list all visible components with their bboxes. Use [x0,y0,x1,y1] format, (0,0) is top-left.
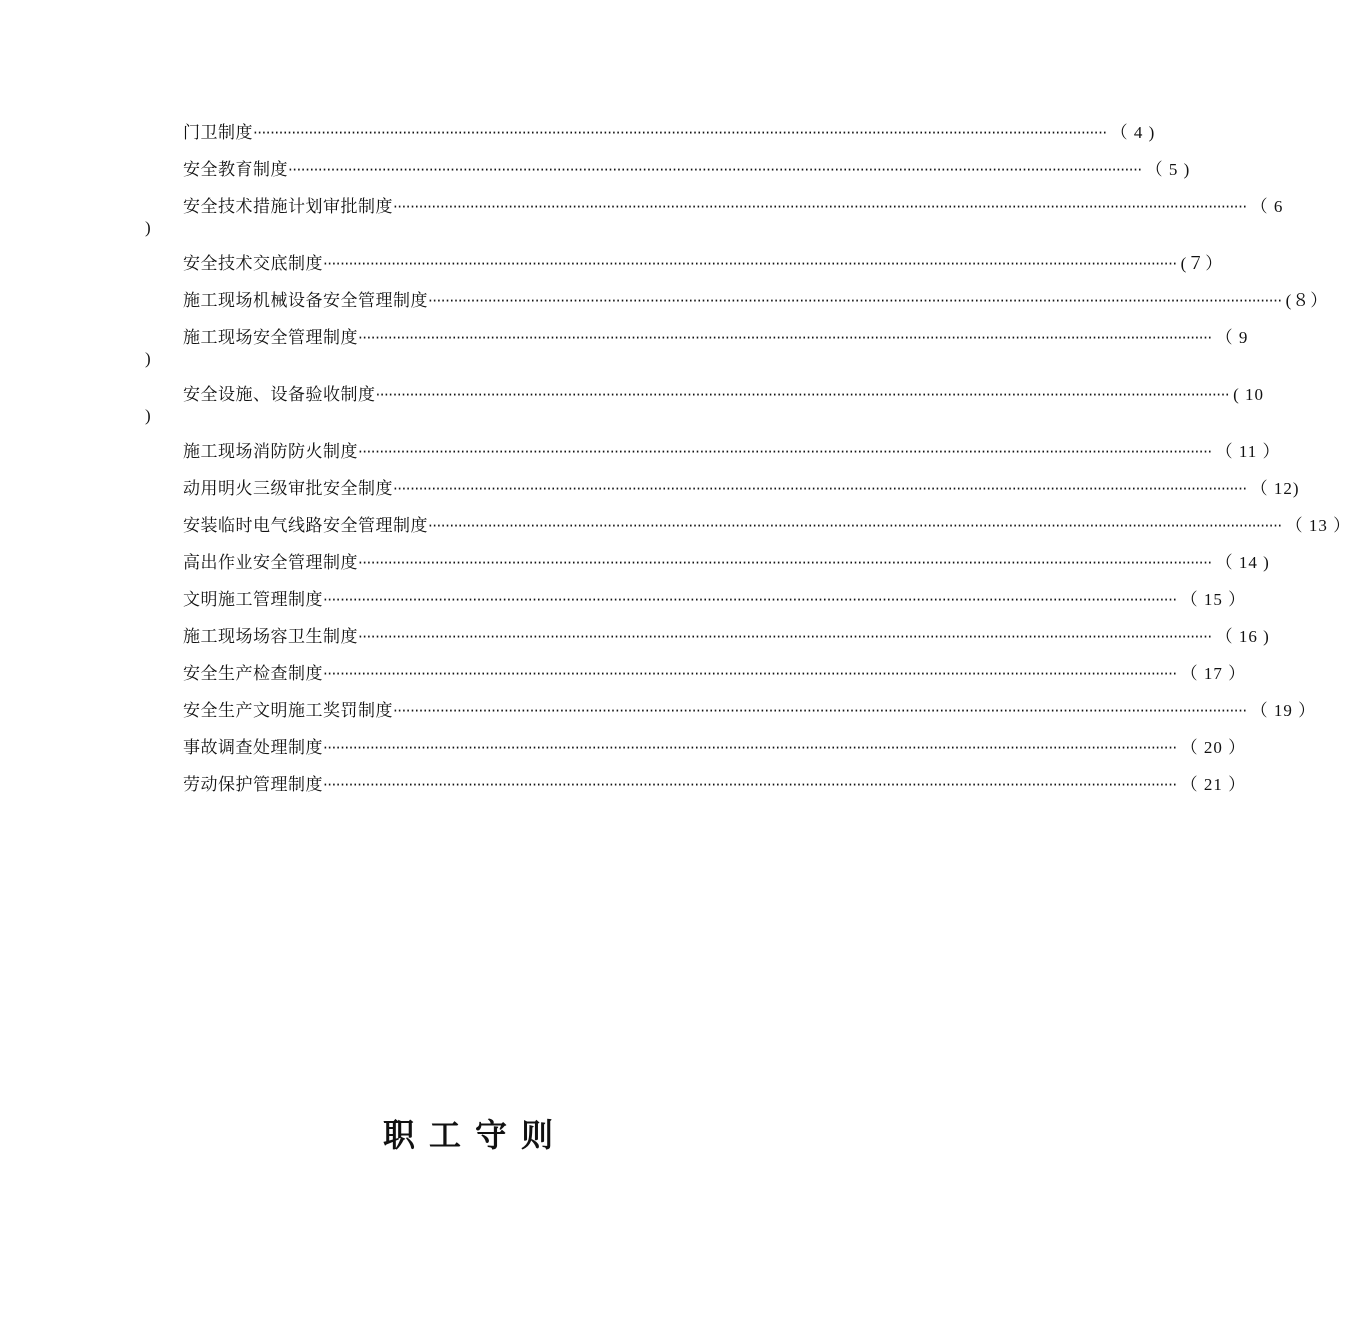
toc-entry [145,626,1270,648]
toc-entry-label: 安全教育制度 [183,160,288,180]
toc-entry [145,122,1156,144]
toc-page-number: （ 21 ） [1180,775,1247,794]
toc-entry-label: 安全技术交底制度 [183,254,323,274]
toc-leader-dots: ········································································································································································································ [393,702,1247,720]
toc-leader-dots: ········································································································································································································ [393,480,1247,498]
toc-entry-label: 安全生产文明施工奖罚制度 [183,701,393,721]
toc-entry-label: 施工现场机械设备安全管理制度 [183,291,428,311]
toc-wrap-text: ) [145,406,151,425]
toc-entry [145,253,1224,275]
toc-entry-label: 门卫制度 [183,123,253,143]
toc-leader-dots: ········································································································································································································ [358,628,1212,646]
toc-leader-dots: ········································································································································································································ [358,329,1212,347]
toc-page-number: （ 13 ） [1285,516,1351,535]
toc-entry-label: 高出作业安全管理制度 [183,553,358,573]
toc-page-number: ( 10 [1233,385,1265,404]
toc-leader-dots: ········································································································································································································ [358,554,1212,572]
table-of-contents [145,122,1351,811]
toc-leader-dots: ········································································································································································································ [375,386,1230,404]
toc-page-number: （ 4 ) [1110,123,1156,142]
toc-page-number: （ 11 ） [1215,442,1281,461]
toc-entry [145,384,1265,426]
toc-entry [145,700,1317,722]
toc-entry-label: 施工现场安全管理制度 [183,328,358,348]
toc-entry-label: 施工现场场容卫生制度 [183,627,358,647]
toc-entry [145,327,1249,369]
toc-wrap-text: ) [145,218,151,237]
toc-entry-label: 安装临时电气线路安全管理制度 [183,516,428,536]
toc-leader-dots: ········································································································································································································ [428,517,1282,535]
toc-entry-label: 劳动保护管理制度 [183,775,323,795]
toc-entry-label: 安全技术措施计划审批制度 [183,197,393,217]
toc-leader-dots: ········································································································································································································ [323,776,1177,794]
section-title: 职工守则 [382,1116,567,1154]
toc-leader-dots: ········································································································································································································ [253,124,1107,142]
toc-leader-dots: ········································································································································································································ [393,198,1247,216]
toc-entry [145,774,1247,796]
toc-leader-dots: ········································································································································································································ [288,161,1142,179]
toc-entry-label: 安全设施、设备验收制度 [183,385,376,405]
toc-leader-dots: ········································································································································································································ [428,292,1282,310]
toc-entry [145,589,1247,611]
toc-page-number: （ 15 ） [1180,590,1247,609]
toc-page-number: （ 14 ) [1215,553,1270,572]
toc-entry [145,441,1281,463]
toc-page-number: （ 20 ） [1180,738,1247,757]
toc-entry-label: 文明施工管理制度 [183,590,323,610]
toc-entry [145,552,1270,574]
toc-page-number: （ 12) [1250,479,1300,498]
toc-entry [145,478,1300,500]
toc-entry-label: 事故调查处理制度 [183,738,323,758]
toc-entry [145,515,1351,537]
toc-leader-dots: ········································································································································································································ [323,255,1177,273]
toc-leader-dots: ········································································································································································································ [323,739,1177,757]
toc-leader-dots: ········································································································································································································ [323,591,1177,609]
toc-page-number: （ 17 ） [1180,664,1247,683]
toc-entry [145,737,1247,759]
toc-page-number: （ 6 [1250,197,1284,216]
toc-entry-label: 动用明火三级审批安全制度 [183,479,393,499]
toc-page-number: （ 5 ) [1145,160,1191,179]
toc-page-number: （ 9 [1215,328,1249,347]
toc-entry [145,159,1191,181]
toc-entry [145,663,1247,685]
toc-page-number: （ 19 ） [1250,701,1317,720]
toc-page-number: (７） [1180,254,1224,273]
toc-leader-dots: ········································································································································································································ [323,665,1177,683]
toc-page-number: (８） [1285,291,1329,310]
toc-page-number: （ 16 ) [1215,627,1270,646]
toc-entry-label: 安全生产检查制度 [183,664,323,684]
toc-entry-label: 施工现场消防防火制度 [183,442,358,462]
toc-entry [145,290,1329,312]
toc-wrap-text: ) [145,349,151,368]
toc-leader-dots: ········································································································································································································ [358,443,1212,461]
toc-entry [145,196,1284,238]
